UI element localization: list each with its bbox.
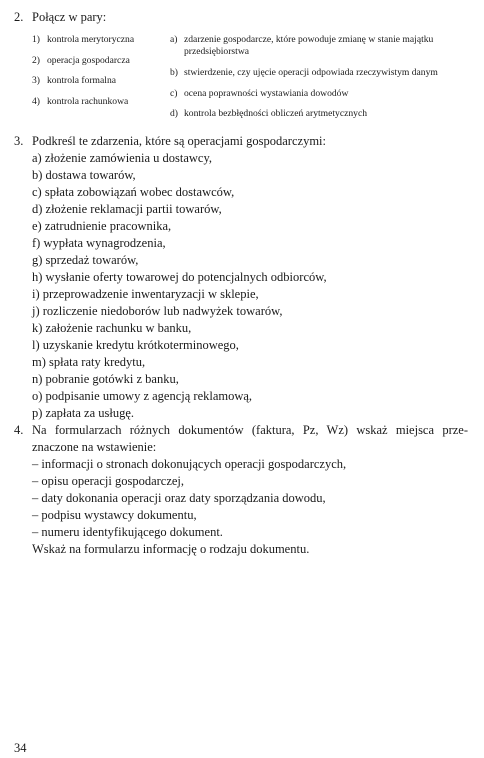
list-item: – informacji o stronach dokonujących operacji gospodarczych, (32, 457, 347, 471)
list-item: – numeru identyfikującego dokument. (32, 525, 223, 539)
question-2-title: Połącz w pary: (32, 10, 107, 24)
list-item: d) złożenie reklamacji partii towarów, (32, 202, 222, 216)
question-4-text-line-1: Na formularzach różnych dokumentów (faktura, Pz, Wz) wskaż miejsca prze- (32, 423, 468, 437)
match-right-item: a) zdarzenie gospodarcze, które powoduje zmianę w stanie majątku (170, 34, 434, 45)
list-item: p) zapłata za usługę. (32, 406, 135, 420)
list-item: – opisu operacji gospodarczej, (32, 474, 185, 488)
list-item: a) złożenie zamówienia u dostawcy, (32, 151, 213, 165)
match-left-item: 4) kontrola rachunkowa (32, 96, 129, 107)
question-3-title: Podkreśl te zdarzenia, które są operacjami gospodarczymi: (32, 134, 326, 148)
question-2-number: 2. (14, 10, 24, 24)
list-item: b) dostawa towarów, (32, 168, 136, 182)
list-item: h) wysłanie oferty towarowej do potencjalnych odbiorców, (32, 270, 327, 284)
list-item: – podpisu wystawcy dokumentu, (32, 508, 197, 522)
list-item: f) wypłata wynagrodzenia, (32, 236, 166, 250)
list-item: j) rozliczenie niedoborów lub nadwyżek towarów, (32, 304, 283, 318)
list-item: o) podpisanie umowy z agencją reklamową, (32, 389, 253, 403)
match-right-item: b) stwierdzenie, czy ujęcie operacji odpowiada rzeczywistym danym (170, 67, 438, 78)
match-left-item: 1) kontrola merytoryczna (32, 34, 135, 45)
list-item: c) spłata zobowiązań wobec dostawców, (32, 185, 235, 199)
list-item: g) sprzedaż towarów, (32, 253, 139, 267)
list-item: n) pobranie gotówki z banku, (32, 372, 179, 386)
page-number: 34 (14, 741, 27, 755)
list-item: k) założenie rachunku w banku, (32, 321, 192, 335)
list-item: i) przeprowadzenie inwentaryzacji w sklepie, (32, 287, 259, 301)
list-item: – daty dokonania operacji oraz daty sporządzania dowodu, (32, 491, 326, 505)
question-3-number: 3. (14, 134, 24, 148)
match-right-item: d) kontrola bezbłędności obliczeń arytmetycznych (170, 108, 368, 119)
question-4-closing: Wskaż na formularzu informację o rodzaju dokumentu. (32, 542, 310, 556)
list-item: e) zatrudnienie pracownika, (32, 219, 172, 233)
match-right-item: c) ocena poprawności wystawiania dowodów (170, 88, 349, 99)
question-4-text-line-2: znaczone na wstawienie: (32, 440, 157, 454)
match-right-item-continuation: przedsiębiorstwa (184, 46, 250, 57)
list-item: m) spłata raty kredytu, (32, 355, 146, 369)
match-left-item: 3) kontrola formalna (32, 75, 116, 86)
list-item: l) uzyskanie kredytu krótkoterminowego, (32, 338, 239, 352)
match-left-item: 2) operacja gospodarcza (32, 55, 130, 66)
question-4-number: 4. (14, 423, 24, 437)
